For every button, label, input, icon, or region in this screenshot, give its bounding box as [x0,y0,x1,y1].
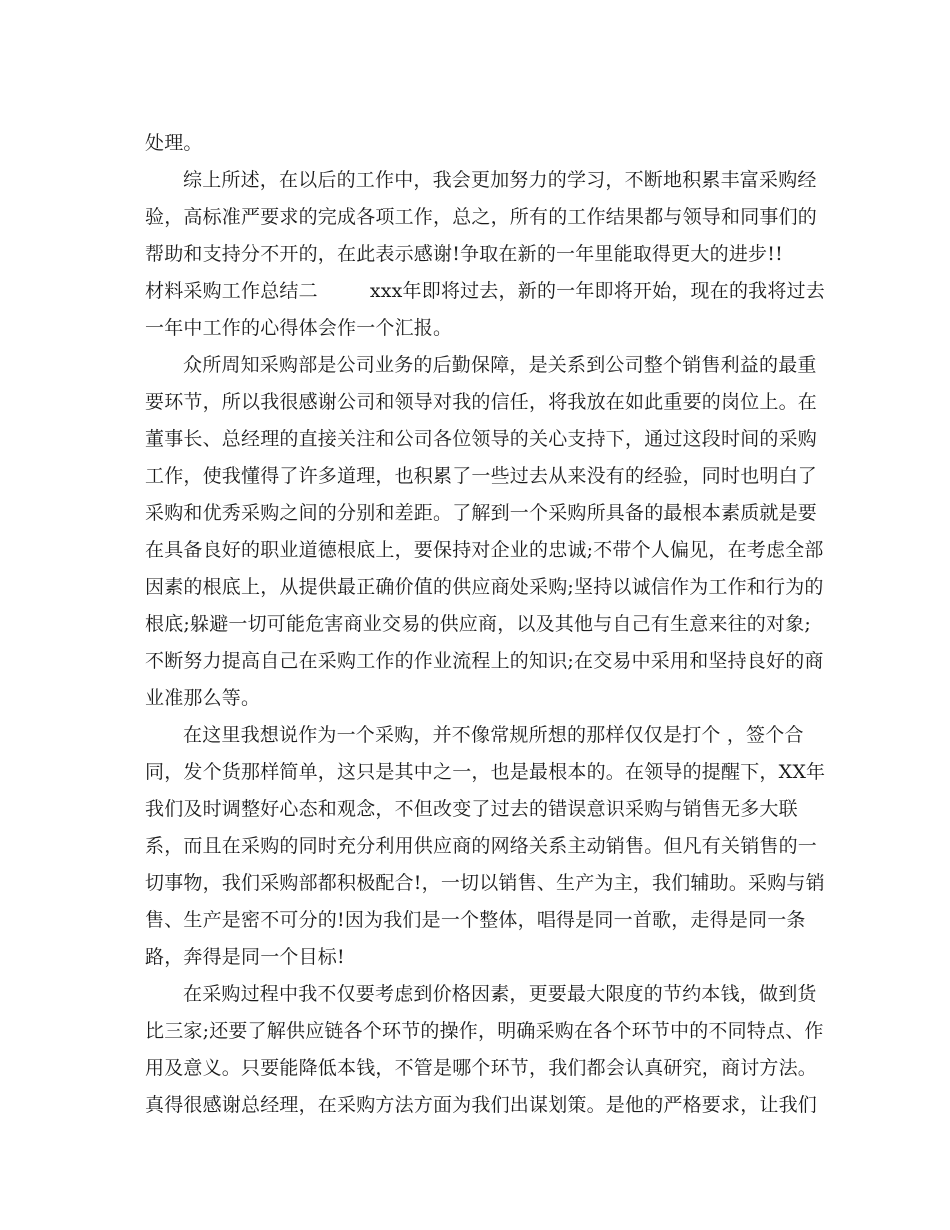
text-line: 一年中工作的心得体会作一个汇报。 [145,317,453,339]
text-line: 采购和优秀采购之间的分别和差距。了解到一个采购所具备的最根本素质就是要 [145,502,818,524]
text-line: 帮助和支持分不开的，在此表示感谢!争取在新的一年里能取得更大的进步!! [145,243,783,265]
text-line: 因素的根底上，从提供最正确价值的供应商处采购;坚持以诚信作为工作和行为的 [145,576,824,598]
text-line: 用及意义。只要能降低本钱，不管是哪个环节，我们都会认真研究，商讨方法。 [145,1057,818,1079]
paragraph-start: 在这里我想说作为一个采购，并不像常规所想的那样仅仅是打个 ，签个合 [183,724,804,746]
paragraph-start: 在采购过程中我不仅要考虑到价格因素，更要最大限度的节约本钱，做到货 [183,983,817,1005]
text-line: 在具备良好的职业道德根底上，要保持对企业的忠诚;不带个人偏见，在考虑全部 [145,539,824,561]
text-line: 董事长、总经理的直接关注和公司各位领导的关心支持下，通过这段时间的采购 [145,428,818,450]
text-line: 同，发个货那样简单，这只是其中之一，也是最根本的。在领导的提醒下，XX年 [145,761,826,783]
text-line: 工作，使我懂得了许多道理，也积累了一些过去从来没有的经验，同时也明白了 [145,465,818,487]
text-line: 比三家;还要了解供应链各个环节的操作，明确采购在各个环节中的不同特点、作 [145,1020,824,1042]
text-line: 路，奔得是同一个目标! [145,946,345,968]
text-line: 真得很感谢总经理，在采购方法方面为我们出谋划策。是他的严格要求，让我们 [145,1094,818,1116]
text-line: 不断努力提高自己在采购工作的作业流程上的知识;在交易中采用和坚持良好的商 [145,650,824,672]
text-fragment: xxx年即将过去，新的一年即将开始，现在的我将过去 [369,280,825,302]
section-heading-line [145,279,825,303]
text-line: 验，高标准严要求的完成各项工作，总之，所有的工作结果都与领导和同事们的 [145,206,818,228]
text-line: 切事物，我们采购部都积极配合!，一切以销售、生产为主，我们辅助。采购与销 [145,872,825,894]
paragraph-start: 综上所述，在以后的工作中，我会更加努力的学习，不断地积累丰富采购经 [183,169,817,191]
text-line: 售、生产是密不可分的!因为我们是一个整体，唱得是同一首歌，走得是同一条 [145,909,806,931]
text-line: 我们及时调整好心态和观念，不但改变了过去的错误意识采购与销售无多大联 [145,798,798,820]
paragraph-start: 众所周知采购部是公司业务的后勤保障，是关系到公司整个销售利益的最重 [183,354,817,376]
text-line: 要环节，所以我很感谢公司和领导对我的信任，将我放在如此重要的岗位上。在 [145,391,818,413]
text-line: 业准那么等。 [145,687,261,709]
text-line: 根底;躲避一切可能危害商业交易的供应商，以及其他与自己有生意来往的对象; [145,613,812,635]
text-line: 系，而且在采购的同时充分利用供应商的网络关系主动销售。但凡有关销售的一 [145,835,818,857]
section-title: 材料采购工作总结二 [145,280,318,302]
text-line: 处理。 [145,132,203,154]
